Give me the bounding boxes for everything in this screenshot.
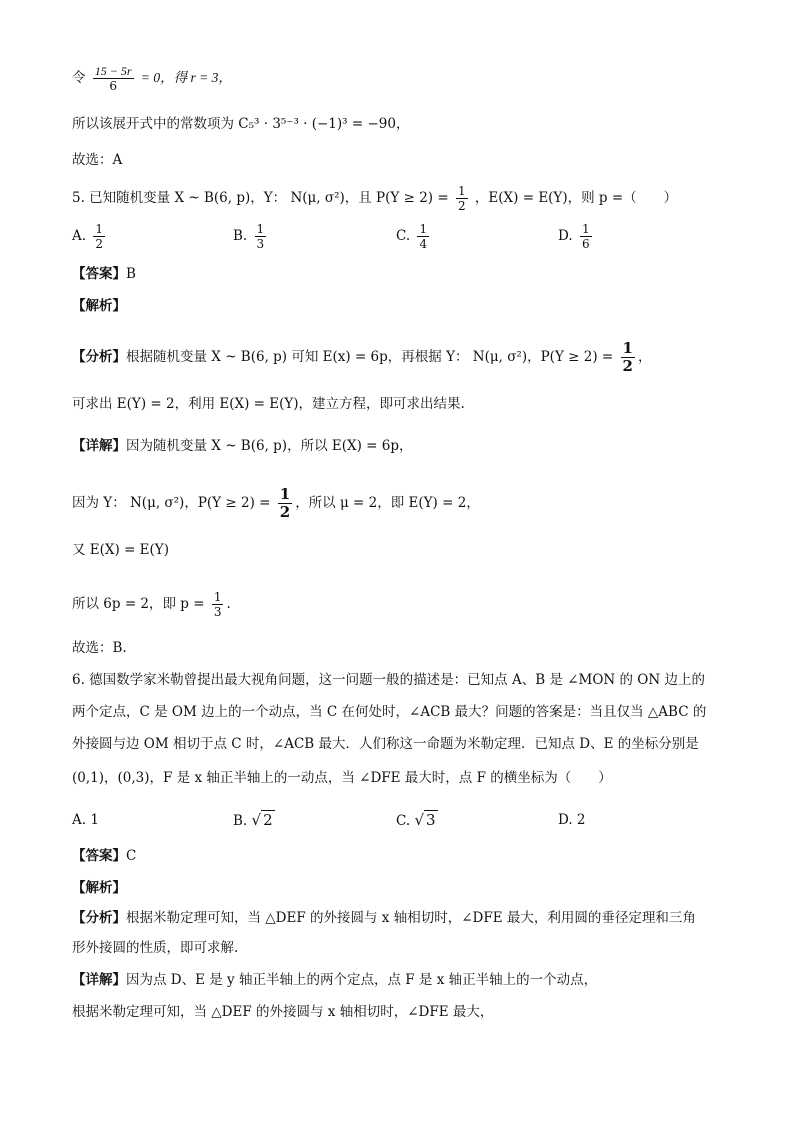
solution-choice: 故选：A bbox=[72, 152, 123, 168]
q6-xiangjie-line-1: 【详解】因为点 D、E 是 y 轴正半轴上的两个定点，点 F 是 x 轴正半轴上的一个动点， bbox=[72, 972, 598, 988]
q6-stem-line-3: 外接圆与边 OM 相切于点 C 时，∠ACB 最大．人们称这一命题为米勒定理．已知点 D、E 的坐标分别是 bbox=[72, 736, 699, 752]
sqrt-symbol: √ 2 bbox=[251, 811, 273, 829]
q5-option-b: B. $\frac{1}{3}$ bbox=[233, 222, 265, 251]
fraction: $\frac{1}{2}$ bbox=[279, 485, 291, 521]
sqrt-symbol: √ 3 bbox=[414, 811, 436, 829]
fraction: $\frac{1}{4}$ bbox=[419, 222, 428, 251]
fraction: $\frac{1}{6}$ bbox=[581, 222, 590, 251]
q6-option-a: A. 1 bbox=[72, 812, 99, 828]
solution-line-2: 所以该展开式中的常数项为 C₅³ · 3⁵⁻³ · (−1)³ = −90， bbox=[72, 116, 410, 132]
q6-stem-line-1: 6. 德国数学家米勒曾提出最大视角问题，这一问题一般的描述是：已知点 A、B 是 ∠MON 的 ON 边上的 bbox=[72, 672, 705, 688]
text: 令 bbox=[72, 70, 86, 86]
q6-option-d: D. 2 bbox=[558, 812, 586, 828]
fraction: $\frac{1}{2}$ bbox=[95, 222, 103, 251]
q5-option-c: C. $\frac{1}{4}$ bbox=[396, 222, 428, 251]
q6-stem-line-4: (0,1)，(0,3)，F 是 x 轴正半轴上的一动点，当 ∠DFE 最大时，点 F 的横坐标为（ ） bbox=[72, 770, 612, 786]
fraction: $\frac{1}{2}$ bbox=[622, 339, 633, 375]
q5-option-d: D. $\frac{1}{6}$ bbox=[558, 222, 590, 251]
q6-stem-line-2: 两个定点，C 是 OM 边上的一个动点，当 C 在何处时，∠ACB 最大？问题的答案是：当且仅当 △ABC 的 bbox=[72, 704, 707, 720]
q5-fenxi-line-2: 可求出 E(Y) = 2，利用 E(X) = E(Y)，建立方程，即可求出结果. bbox=[72, 396, 465, 412]
q6-xiangjie-line-2: 根据米勒定理可知，当 △DEF 的外接圆与 x 轴相切时，∠DFE 最大， bbox=[72, 1004, 494, 1020]
q5-xiangjie-line-3: 又 E(X) = E(Y) bbox=[72, 542, 169, 558]
q5-option-a: A. $\frac{1}{2}$ bbox=[72, 222, 103, 251]
q5-xiangjie-line-1: 【详解】因为随机变量 X ~ B(6, p)，所以 E(X) = 6p， bbox=[72, 438, 413, 454]
q6-analysis-heading: 【解析】 bbox=[72, 880, 126, 896]
q6-option-b: B. √ 2 bbox=[233, 811, 273, 829]
q5-stem bbox=[72, 184, 734, 213]
fraction: $\frac{1}{3}$ bbox=[213, 590, 222, 619]
fraction: $\frac{1}{3}$ bbox=[256, 222, 265, 251]
fraction: $\frac{15 - 5r}{6}$ bbox=[94, 64, 132, 93]
q5-answer: 【答案】B bbox=[72, 266, 136, 282]
q6-answer: 【答案】C bbox=[72, 848, 137, 864]
q5-fenxi-line-1: 【分析】根据随机变量 X ~ B(6, p) 可知 E(x) = 6p，再根据 Y： N(μ, σ²)，P(Y ≥ 2) = $\frac{1}{2}$ ， bbox=[72, 339, 652, 375]
text: = 0，得 r = 3， bbox=[140, 70, 232, 85]
q6-option-c: C. √ 3 bbox=[396, 811, 436, 829]
text: 5. 已知随机变量 X ~ B(6, p)，Y： N(μ, σ²)，且 P(Y ≥ 2) = bbox=[72, 190, 449, 206]
q5-choice: 故选：B. bbox=[72, 640, 127, 656]
q5-xiangjie-line-2: 因为 Y： N(μ, σ²)，P(Y ≥ 2) = $\frac{1}{2}$ ，所以 μ = 2，即 E(Y) = 2， bbox=[72, 485, 480, 521]
q5-analysis-heading: 【解析】 bbox=[72, 298, 126, 314]
q6-fenxi-line-1: 【分析】根据米勒定理可知，当 △DEF 的外接圆与 x 轴相切时，∠DFE 最大，利用圆的垂径定理和三角 bbox=[72, 910, 696, 926]
solution-line-1 bbox=[72, 64, 734, 93]
text: ，E(X) = E(Y)，则 p =（ ） bbox=[474, 190, 678, 206]
q6-fenxi-line-2: 形外接圆的性质，即可求解. bbox=[72, 940, 239, 956]
q5-xiangjie-line-4: 所以 6p = 2，即 p = $\frac{1}{3}$ . bbox=[72, 590, 231, 619]
fraction: $\frac{1}{2}$ bbox=[457, 184, 466, 213]
